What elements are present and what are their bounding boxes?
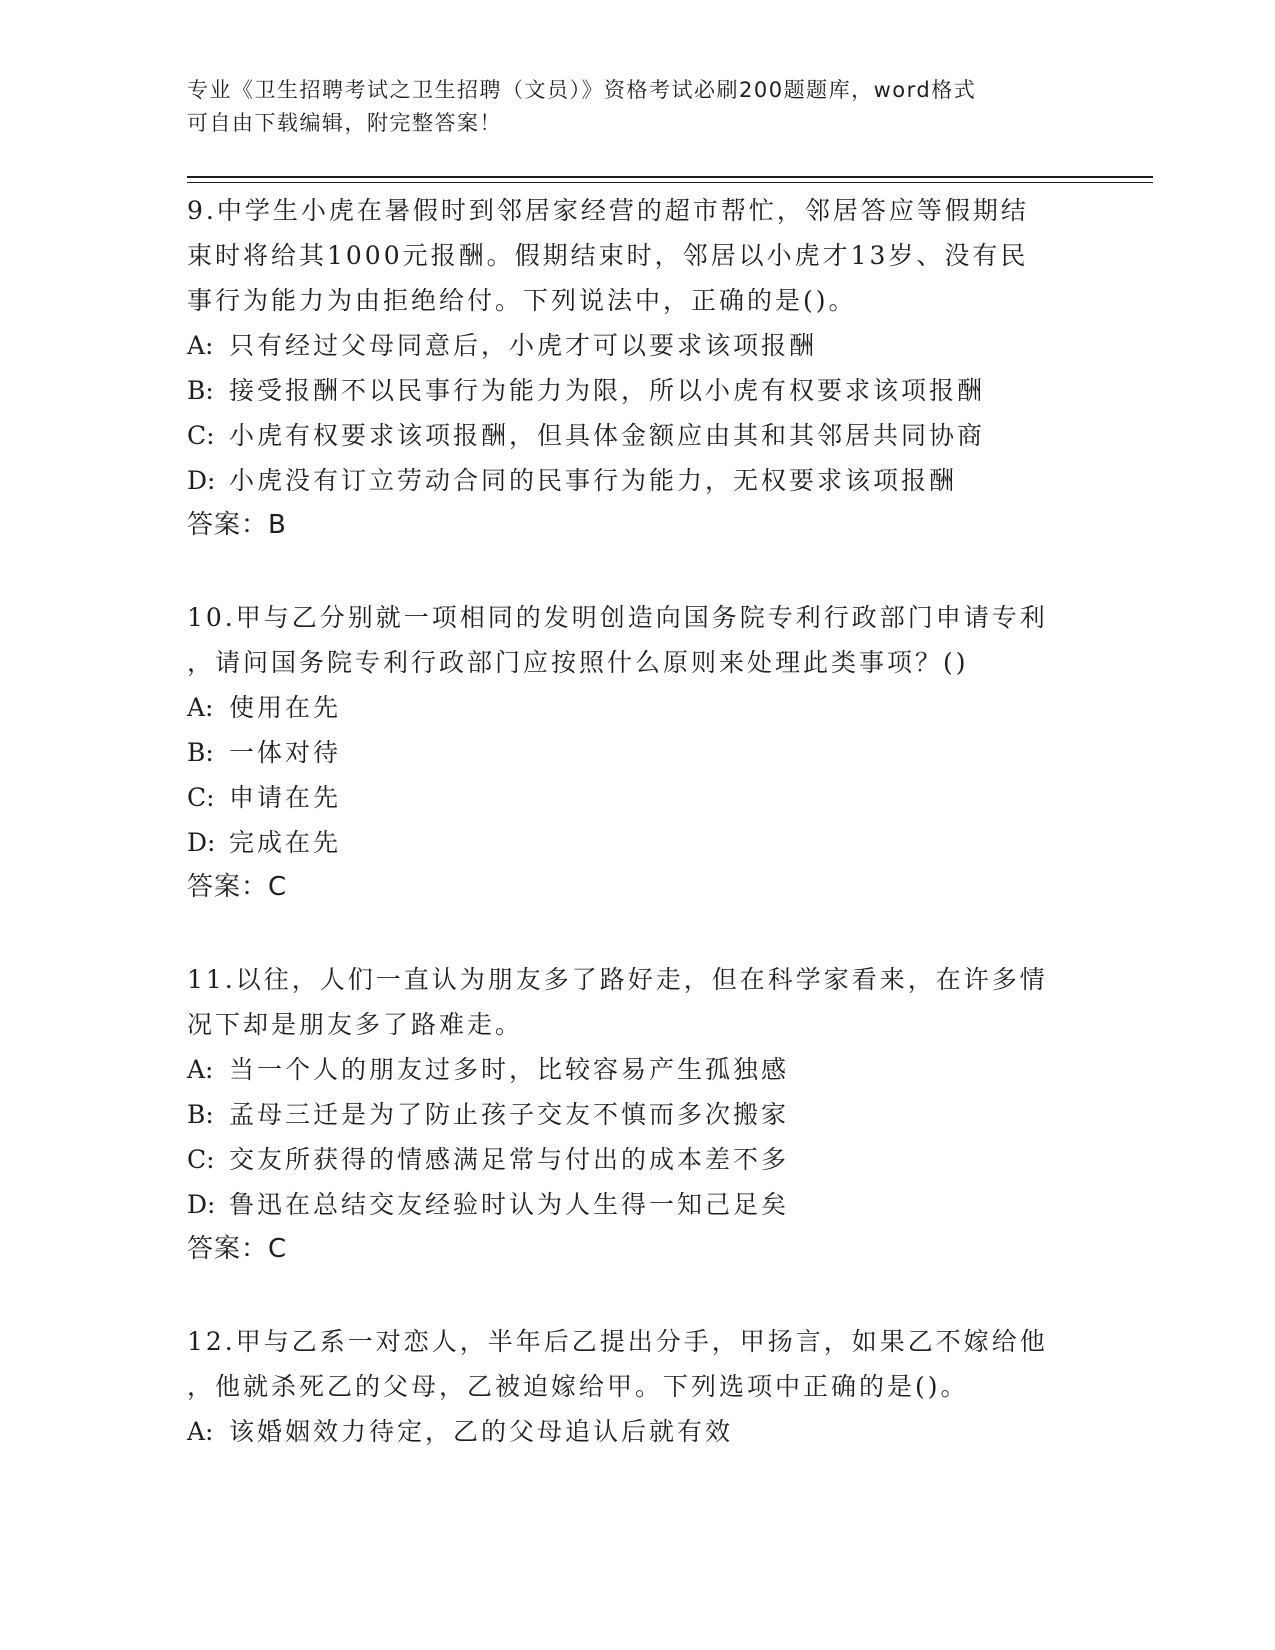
header-line-2: 可自由下载编辑，附完整答案！ xyxy=(187,111,502,135)
option-c xyxy=(187,775,1087,820)
option-key: A: xyxy=(187,693,214,722)
option-key: C: xyxy=(187,421,215,450)
question-text-line: 10.甲与乙分别就一项相同的发明创造向国务院专利行政部门申请专利 xyxy=(187,603,1048,632)
option-a xyxy=(187,1047,1087,1092)
question-10 xyxy=(187,595,1087,910)
option-a xyxy=(187,1409,1087,1454)
option-text: 鲁迅在总结交友经验时认为人生得一知己足矣 xyxy=(229,1190,790,1219)
option-d xyxy=(187,820,1087,865)
option-c xyxy=(187,413,1087,458)
option-key: B: xyxy=(187,738,214,767)
option-d xyxy=(187,458,1087,503)
option-key: B: xyxy=(187,1100,214,1129)
option-text: 接受报酬不以民事行为能力为限，所以小虎有权要求该项报酬 xyxy=(229,376,986,405)
option-text: 孟母三迁是为了防止孩子交友不慎而多次搬家 xyxy=(229,1100,790,1129)
option-text: 只有经过父母同意后，小虎才可以要求该项报酬 xyxy=(229,331,818,360)
option-c xyxy=(187,1137,1087,1182)
option-key: D: xyxy=(187,1190,216,1219)
question-list xyxy=(187,188,1087,1501)
answer-line: 答案：B xyxy=(187,510,287,540)
option-d xyxy=(187,1182,1087,1227)
question-text-line: 11.以往，人们一直认为朋友多了路好走，但在科学家看来，在许多情 xyxy=(187,965,1048,994)
answer-line: 答案：C xyxy=(187,1234,288,1264)
option-b xyxy=(187,730,1087,775)
option-key: A: xyxy=(187,331,214,360)
option-a xyxy=(187,685,1087,730)
option-text: 小虎没有订立劳动合同的民事行为能力，无权要求该项报酬 xyxy=(229,466,958,495)
option-text: 当一个人的朋友过多时，比较容易产生孤独感 xyxy=(229,1055,790,1084)
answer-line: 答案：C xyxy=(187,872,288,902)
option-text: 一体对待 xyxy=(229,738,342,767)
option-key: B: xyxy=(187,376,214,405)
question-9 xyxy=(187,188,1087,548)
option-key: A: xyxy=(187,1417,214,1446)
option-b xyxy=(187,1092,1087,1137)
document-header xyxy=(187,74,1067,140)
header-line-1: 专业《卫生招聘考试之卫生招聘（文员）》资格考试必刷200题题库，word格式 xyxy=(187,78,977,102)
question-12 xyxy=(187,1319,1087,1454)
question-text-line: 况下却是朋友多了路难走。 xyxy=(187,1010,524,1039)
question-text-line: 12.甲与乙系一对恋人，半年后乙提出分手，甲扬言，如果乙不嫁给他 xyxy=(187,1327,1048,1356)
header-divider-thin xyxy=(187,182,1153,183)
header-divider-thick xyxy=(187,176,1153,178)
option-text: 小虎有权要求该项报酬，但具体金额应由其和其邻居共同协商 xyxy=(229,421,986,450)
question-11 xyxy=(187,957,1087,1272)
question-text-line: ，他就杀死乙的父母，乙被迫嫁给甲。下列选项中正确的是()。 xyxy=(187,1372,969,1401)
question-text-line: 9.中学生小虎在暑假时到邻居家经营的超市帮忙，邻居答应等假期结 xyxy=(187,196,1029,225)
option-b xyxy=(187,368,1087,413)
question-text-line: 事行为能力为由拒绝给付。下列说法中，正确的是()。 xyxy=(187,286,857,315)
option-key: C: xyxy=(187,783,215,812)
option-text: 使用在先 xyxy=(229,693,342,722)
question-text-line: 束时将给其1000元报酬。假期结束时，邻居以小虎才13岁、没有民 xyxy=(187,241,1029,270)
option-key: A: xyxy=(187,1055,214,1084)
option-text: 交友所获得的情感满足常与付出的成本差不多 xyxy=(229,1145,790,1174)
option-text: 申请在先 xyxy=(229,783,342,812)
option-text: 该婚姻效力待定，乙的父母追认后就有效 xyxy=(229,1417,734,1446)
question-text-line: ，请问国务院专利行政部门应按照什么原则来处理此类事项？() xyxy=(187,648,969,677)
option-key: D: xyxy=(187,828,216,857)
option-key: C: xyxy=(187,1145,215,1174)
option-key: D: xyxy=(187,466,216,495)
option-text: 完成在先 xyxy=(229,828,342,857)
option-a xyxy=(187,323,1087,368)
